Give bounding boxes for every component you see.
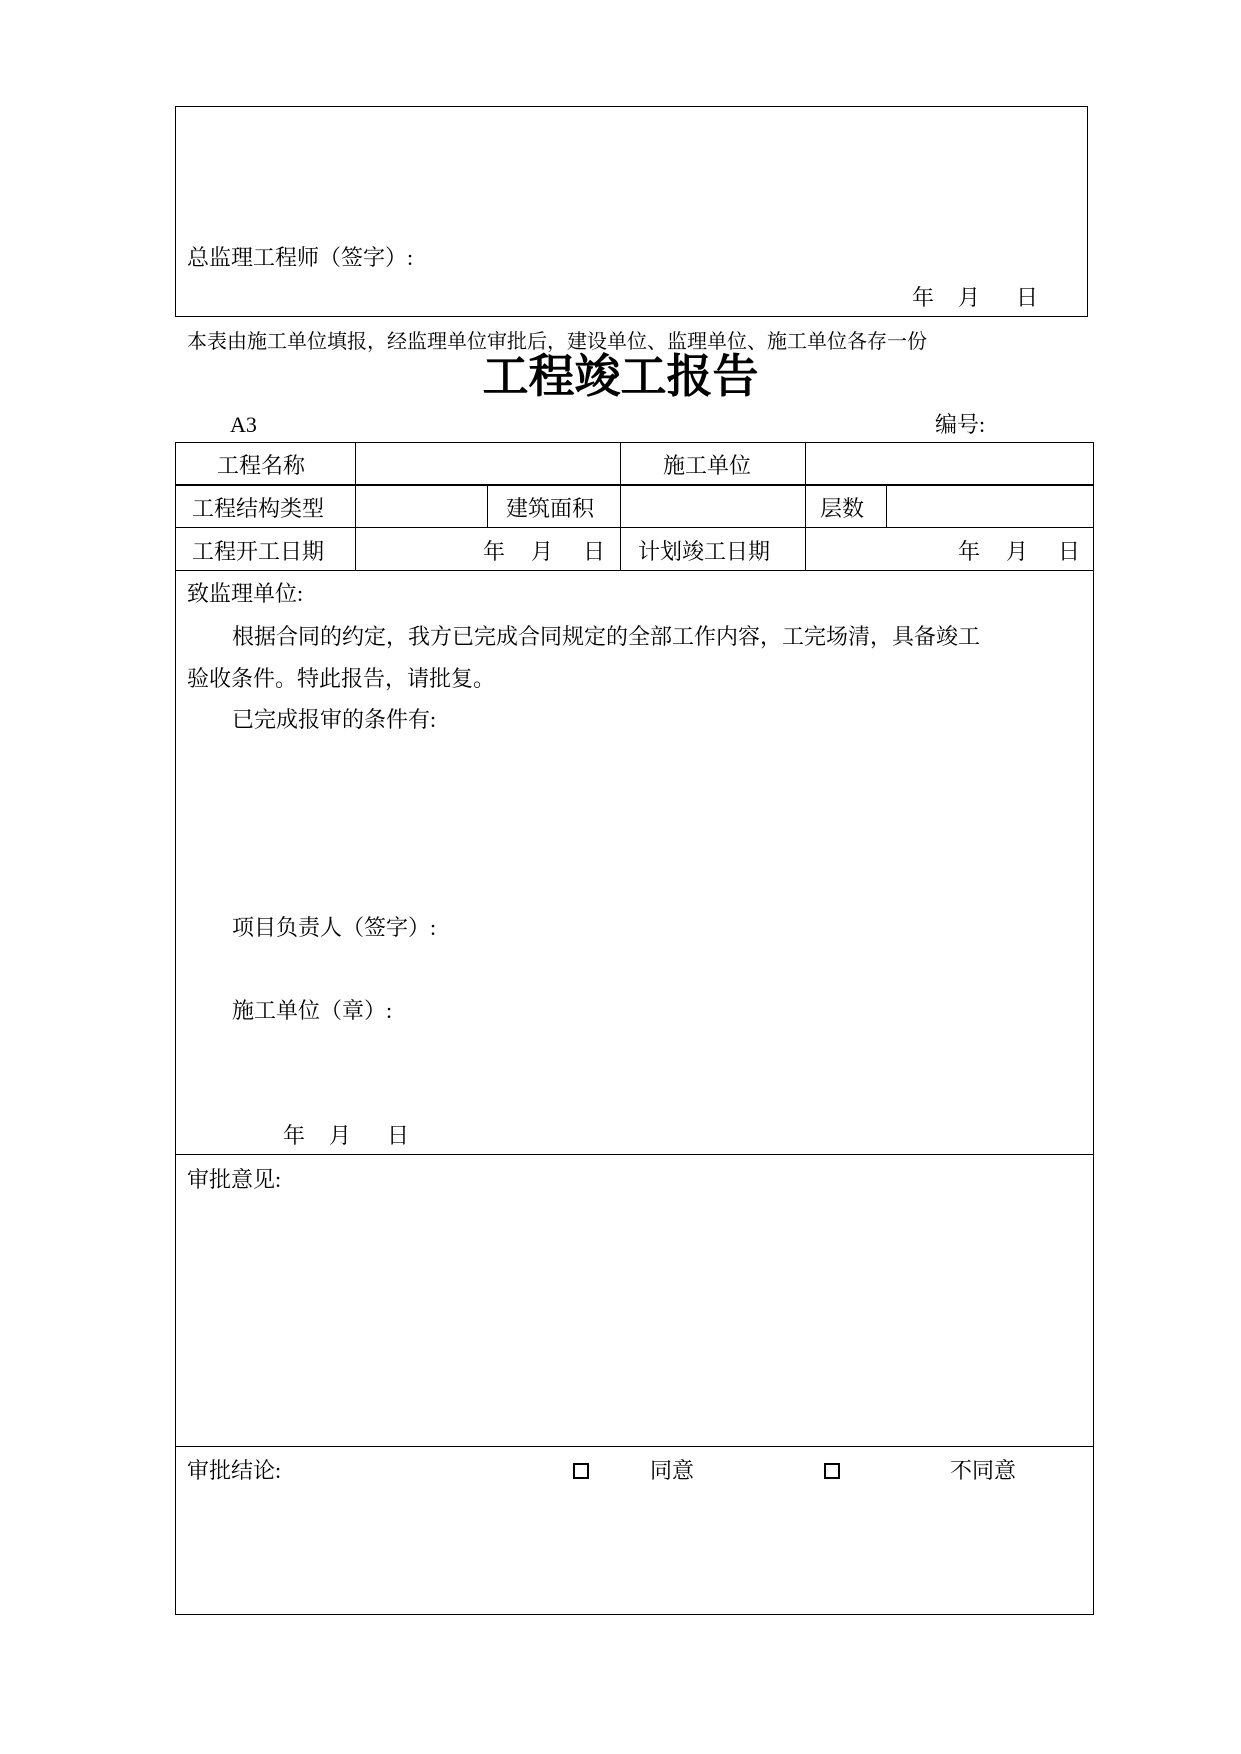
start-date-label: 工程开工日期 [192, 539, 325, 564]
col-divider [487, 484, 488, 527]
report-date [283, 1125, 409, 1147]
row-divider [175, 484, 1094, 486]
report-paragraph-line2: 验收条件。特此报告，请批复。 [187, 666, 496, 691]
page-title: 工程竣工报告 [482, 351, 759, 402]
year-label: 年 [283, 1123, 306, 1148]
month-label: 月 [531, 539, 554, 564]
structure-type-label: 工程结构类型 [192, 496, 325, 521]
row-divider [175, 527, 1094, 528]
disagree-checkbox[interactable] [824, 1463, 840, 1479]
project-name-label: 工程名称 [217, 453, 306, 478]
col-divider [886, 484, 887, 527]
day-label: 日 [1016, 285, 1039, 310]
contractor-field[interactable] [807, 444, 1091, 482]
supervisor-signature-box [175, 106, 1088, 317]
completion-report-table [175, 442, 1094, 1615]
conditions-label: 已完成报审的条件有: [232, 707, 437, 732]
col-divider [805, 442, 806, 570]
row-divider [175, 1154, 1094, 1155]
approval-opinion-label: 审批意见: [187, 1167, 282, 1192]
agree-label: 同意 [650, 1458, 695, 1483]
chief-engineer-signature-label: 总监理工程师（签字）: [187, 245, 414, 270]
form-note: 本表由施工单位填报，经监理单位审批后，建设单位、监理单位、施工单位各存一份 [187, 331, 927, 353]
disagree-label: 不同意 [950, 1458, 1017, 1483]
row-divider [175, 1446, 1094, 1447]
month-label: 月 [1006, 539, 1029, 564]
building-area-field[interactable] [622, 487, 803, 525]
project-manager-signature-label: 项目负责人（签字）: [232, 915, 437, 940]
year-label: 年 [912, 285, 935, 310]
year-label: 年 [958, 539, 981, 564]
col-divider [620, 442, 621, 570]
day-label: 日 [387, 1123, 410, 1148]
form-code: A3 [230, 412, 257, 437]
building-area-label: 建筑面积 [506, 496, 595, 521]
structure-type-field[interactable] [357, 487, 485, 525]
number-label: 编号: [935, 412, 986, 437]
report-paragraph-line1: 根据合同的约定，我方已完成合同规定的全部工作内容，工完场清，具备竣工 [232, 624, 981, 649]
row-divider [175, 570, 1094, 571]
contractor-label: 施工单位 [663, 453, 752, 478]
planned-completion-date-field[interactable] [958, 541, 1080, 563]
agree-checkbox[interactable] [573, 1463, 589, 1479]
approval-conclusion-label: 审批结论: [187, 1458, 282, 1483]
floors-field[interactable] [888, 487, 1091, 525]
addressee: 致监理单位: [187, 581, 304, 606]
project-name-field[interactable] [357, 444, 618, 482]
contractor-seal-label: 施工单位（章）: [232, 998, 393, 1023]
day-label: 日 [583, 539, 606, 564]
month-label: 月 [958, 285, 981, 310]
start-date-field[interactable] [483, 541, 605, 563]
floors-label: 层数 [820, 496, 865, 521]
month-label: 月 [329, 1123, 352, 1148]
top-date [912, 287, 1038, 309]
year-label: 年 [483, 539, 506, 564]
day-label: 日 [1058, 539, 1081, 564]
planned-completion-date-label: 计划竣工日期 [638, 539, 771, 564]
col-divider [355, 442, 356, 570]
